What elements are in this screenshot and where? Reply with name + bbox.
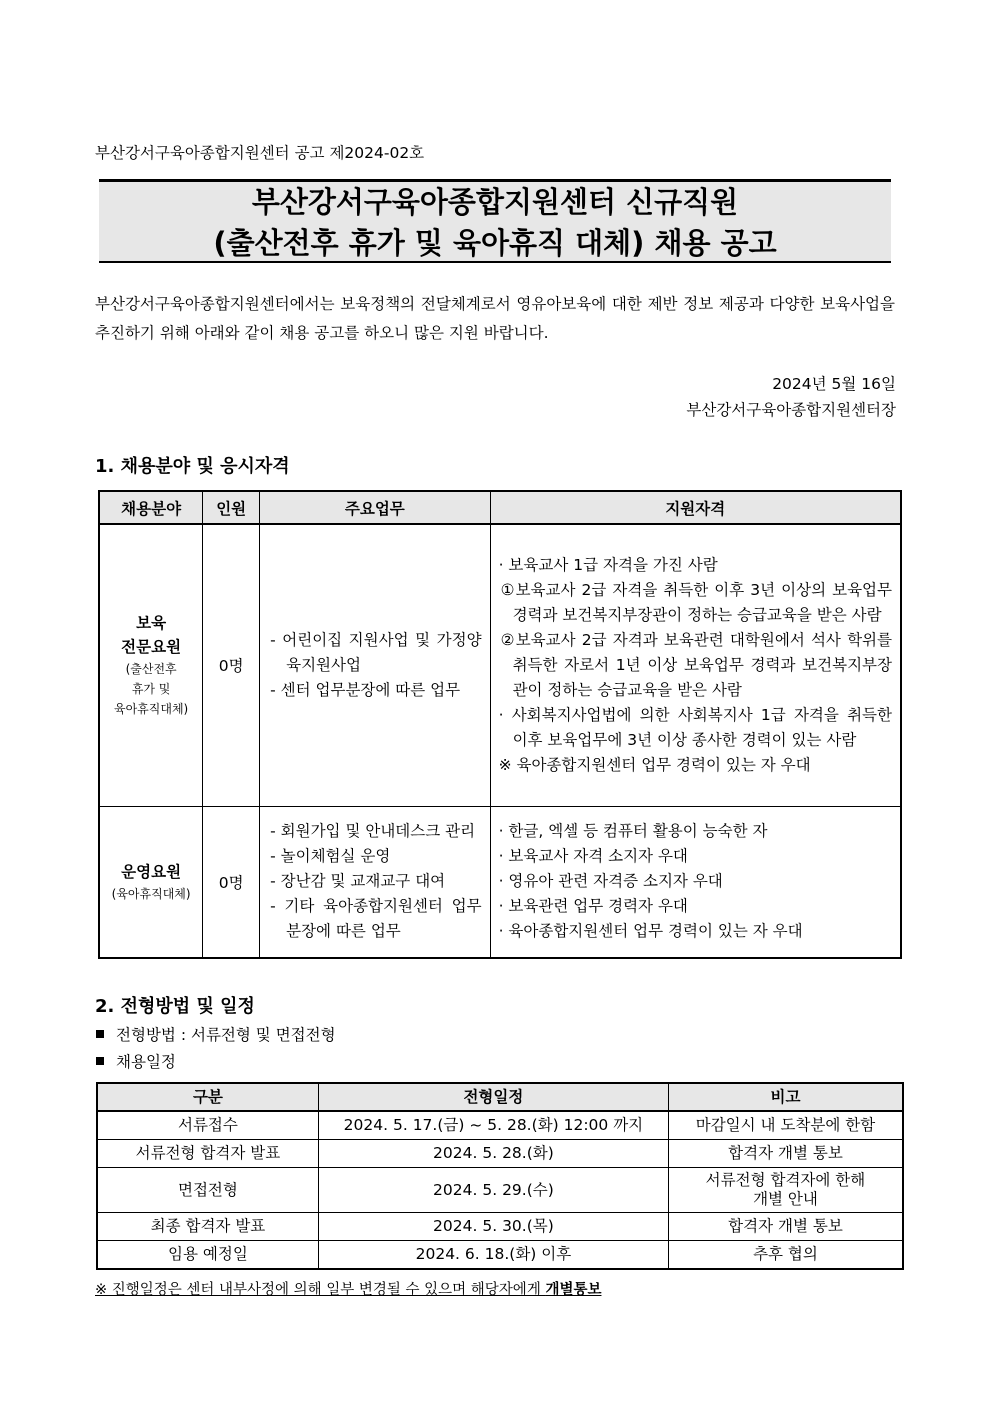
header-category: 구분 bbox=[97, 1083, 318, 1111]
qualification-item: · 한글, 엑셀 등 컴퓨터 활용이 능숙한 자 bbox=[498, 822, 768, 841]
schedule-remark bbox=[668, 1168, 903, 1213]
qualifications-cell bbox=[490, 524, 901, 806]
duty-item: - 회원가입 및 안내데스크 관리 bbox=[270, 822, 476, 841]
table-row bbox=[97, 1213, 903, 1241]
header-count: 인원 bbox=[203, 491, 260, 524]
header-field: 채용분야 bbox=[99, 491, 203, 524]
schedule-category: 서류접수 bbox=[97, 1111, 318, 1140]
footnote bbox=[95, 1278, 601, 1299]
field-name: 운영요원 bbox=[121, 862, 182, 881]
qualification-item: ①보육교사 2급 자격을 취득한 이후 3년 이상의 보육업무 경력과 보건복지부장관이 정하는 승급교육을 받은 사람 bbox=[500, 580, 892, 624]
field-note: (출산전후 bbox=[125, 662, 177, 677]
table-header-row bbox=[97, 1083, 903, 1111]
table-row bbox=[97, 1111, 903, 1140]
method-bullet bbox=[96, 1023, 336, 1045]
schedule-remark: 합격자 개별 통보 bbox=[668, 1140, 903, 1168]
count-cell: 0명 bbox=[203, 806, 260, 958]
header-qualifications: 지원자격 bbox=[490, 491, 901, 524]
section-2-title: 2. 전형방법 및 일정 bbox=[95, 996, 255, 1017]
qualification-item: · 보육관련 업무 경력자 우대 bbox=[498, 897, 688, 916]
schedule-date: 2024. 6. 18.(화) 이후 bbox=[318, 1241, 668, 1270]
footnote-emphasis: 개별통보 bbox=[545, 1282, 602, 1298]
field-name: 보육 bbox=[136, 614, 167, 633]
field-cell bbox=[99, 806, 203, 958]
duties-cell bbox=[260, 524, 490, 806]
schedule-remark: 추후 협의 bbox=[668, 1241, 903, 1270]
page-title bbox=[99, 179, 891, 263]
count-cell: 0명 bbox=[203, 524, 260, 806]
schedule-date: 2024. 5. 17.(금) ~ 5. 28.(화) 12:00 까지 bbox=[318, 1111, 668, 1140]
header-schedule: 전형일정 bbox=[318, 1083, 668, 1111]
field-note: 휴가 및 bbox=[131, 682, 171, 697]
table-row bbox=[97, 1168, 903, 1213]
duties-cell bbox=[260, 806, 490, 958]
schedule-category: 면접전형 bbox=[97, 1168, 318, 1213]
table-row bbox=[99, 524, 901, 806]
field-note: (육아휴직대체) bbox=[111, 886, 191, 901]
square-bullet-icon bbox=[96, 1030, 104, 1038]
header-remarks: 비고 bbox=[668, 1083, 903, 1111]
field-cell bbox=[99, 524, 203, 806]
field-note: 육아휴직대체) bbox=[114, 702, 189, 717]
qualification-item: · 육아종합지원센터 업무 경력이 있는 자 우대 bbox=[498, 922, 803, 941]
qualification-item: · 사회복지사업법에 의한 사회복지사 1급 자격을 취득한 이후 보육업무에 3년 이상 종사한 경력이 있는 사람 bbox=[498, 705, 892, 749]
schedule-date: 2024. 5. 30.(목) bbox=[318, 1213, 668, 1241]
qualification-item: · 보육교사 1급 자격을 가진 사람 bbox=[498, 555, 718, 574]
schedule-date: 2024. 5. 29.(수) bbox=[318, 1168, 668, 1213]
header-duties: 주요업무 bbox=[260, 491, 490, 524]
field-name: 전문요원 bbox=[121, 638, 182, 657]
duty-item: - 어린이집 지원사업 및 가정양육지원사업 bbox=[270, 630, 482, 674]
duty-item: - 센터 업무분장에 따른 업무 bbox=[270, 680, 461, 699]
qualification-item: · 보육교사 자격 소지자 우대 bbox=[498, 847, 688, 866]
qualification-item: · 영유아 관련 자격증 소지자 우대 bbox=[498, 872, 723, 891]
title-line-2: (출산전후 휴가 및 육아휴직 대체) 채용 공고 bbox=[213, 226, 777, 260]
intro-paragraph: 부산강서구육아종합지원센터에서는 보육정책의 전달체계로서 영유아보육에 대한 제반 정보 제공과 다양한 보육사업을 추진하기 위해 아래와 같이 채용 공고를 하오니 많은 지원 바랍니다. bbox=[95, 295, 895, 342]
notice-date: 2024년 5월 16일 bbox=[772, 375, 896, 393]
schedule-remark: 마감일시 내 도착분에 한함 bbox=[668, 1111, 903, 1140]
title-line-1: 부산강서구육아종합지원센터 신규직원 bbox=[251, 185, 739, 219]
qualification-item: ②보육교사 2급 자격과 보육관련 대학원에서 석사 학위를 취득한 자로서 1년 이상 보육업무 경력과 보건복지부장관이 정하는 승급교육을 받은 사람 bbox=[500, 630, 892, 699]
schedule-remark-text: 서류전형 합격자에 한해 개별 안내 bbox=[705, 1171, 866, 1208]
footnote-text: ※ 진행일정은 센터 내부사정에 의해 일부 변경될 수 있으며 해당자에게 bbox=[95, 1282, 546, 1298]
qualification-note: ※ 육아종합지원센터 업무 경력이 있는 자 우대 bbox=[498, 755, 811, 774]
table-header-row bbox=[99, 491, 901, 524]
schedule-category: 최종 합격자 발표 bbox=[97, 1213, 318, 1241]
issuer: 부산강서구육아종합지원센터장 bbox=[686, 401, 896, 419]
section-1-title: 1. 채용분야 및 응시자격 bbox=[95, 456, 290, 477]
table-row bbox=[97, 1241, 903, 1270]
schedule-date: 2024. 5. 28.(화) bbox=[318, 1140, 668, 1168]
schedule-label: 채용일정 bbox=[116, 1053, 176, 1071]
schedule-table bbox=[96, 1082, 904, 1270]
schedule-category: 임용 예정일 bbox=[97, 1241, 318, 1270]
square-bullet-icon bbox=[96, 1057, 104, 1065]
duty-item: - 기타 육아종합지원센터 업무분장에 따른 업무 bbox=[270, 897, 482, 941]
schedule-bullet bbox=[96, 1050, 176, 1072]
duty-item: - 장난감 및 교재교구 대여 bbox=[270, 872, 446, 891]
duty-item: - 놀이체험실 운영 bbox=[270, 847, 391, 866]
notice-number: 부산강서구육아종합지원센터 공고 제2024-02호 bbox=[95, 144, 425, 162]
table-row bbox=[99, 806, 901, 958]
recruitment-table bbox=[98, 490, 902, 959]
schedule-remark: 합격자 개별 통보 bbox=[668, 1213, 903, 1241]
method-text: 전형방법 : 서류전형 및 면접전형 bbox=[116, 1026, 336, 1044]
table-row bbox=[97, 1140, 903, 1168]
schedule-category: 서류전형 합격자 발표 bbox=[97, 1140, 318, 1168]
qualifications-cell bbox=[490, 806, 901, 958]
